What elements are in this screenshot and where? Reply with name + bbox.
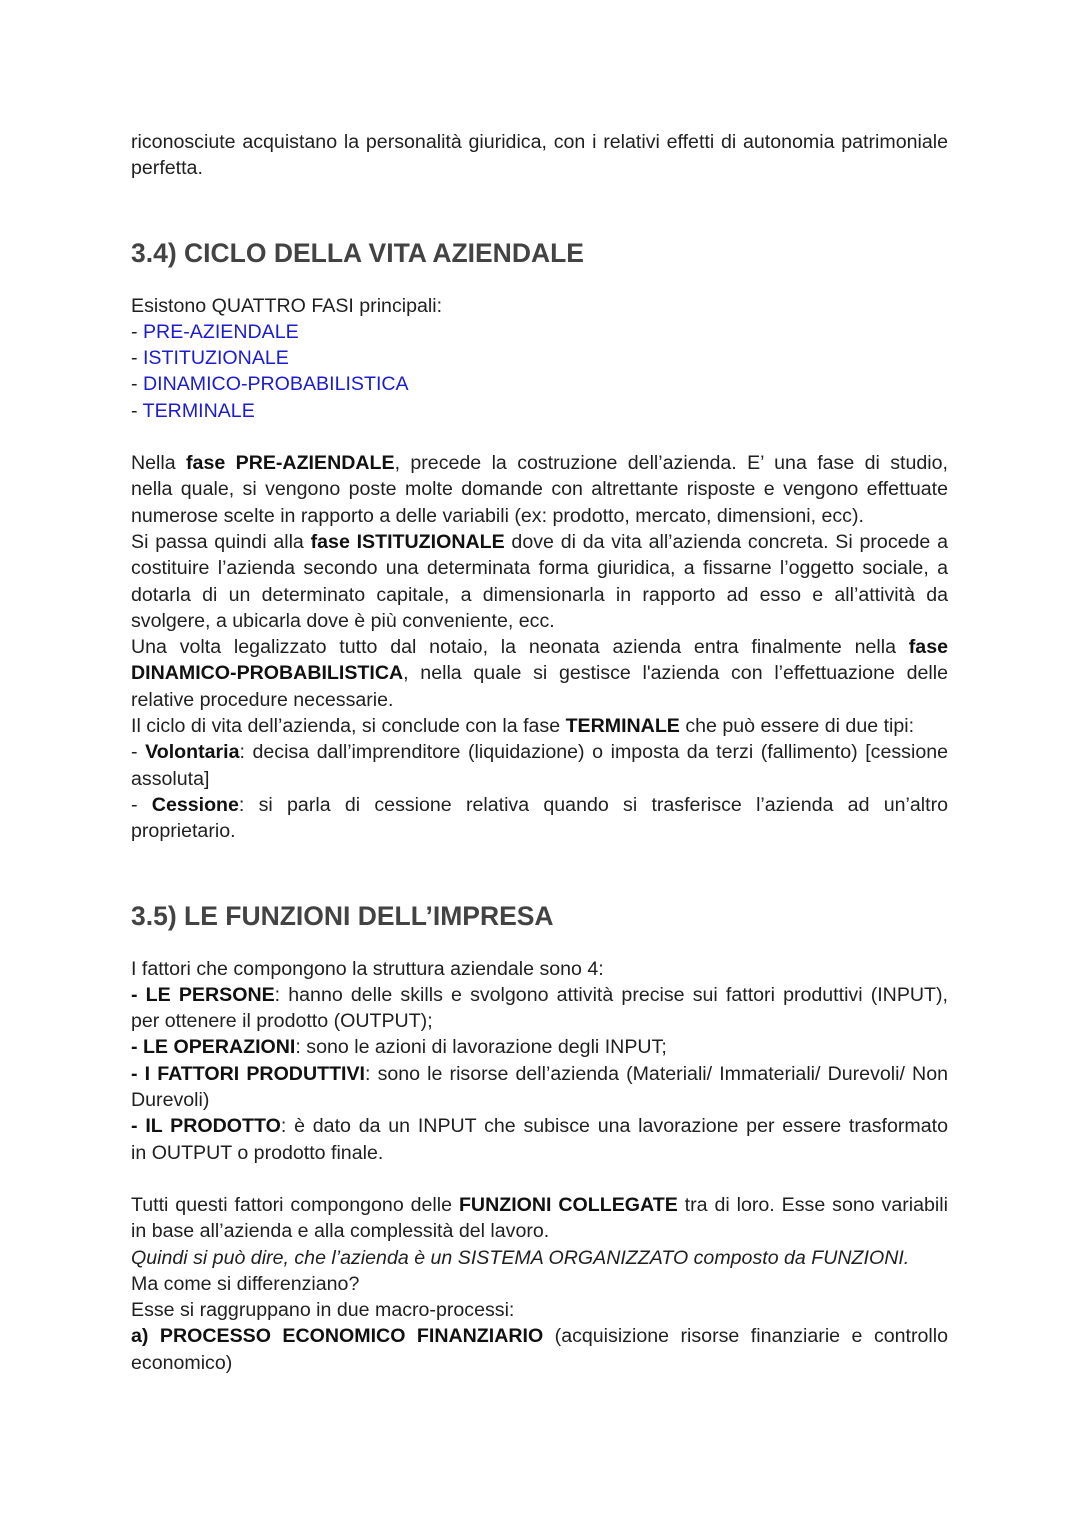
text-line: Ma come si differenziano? (131, 1272, 360, 1295)
text-line: Una volta legalizzato tutto dal notaio, la neonata azienda entra finalmente nella fase (131, 636, 948, 659)
list-item: - TERMINALE (131, 399, 255, 422)
text-line: Si passa quindi alla fase ISTITUZIONALE dove di da vita all’azienda concreta. Si procede a (131, 530, 948, 553)
text-line: svolgere, a ubicarla dove è più conveniente, ecc. (131, 609, 555, 632)
phase-label: DINAMICO-PROBABILISTICA (142, 373, 409, 396)
phases-list (131, 293, 948, 424)
text-line: Esse si raggruppano in due macro-processi: (131, 1299, 515, 1322)
text-line: - IL PRODOTTO: è dato da un INPUT che subisce una lavorazione per essere trasformato (131, 1115, 948, 1138)
list-lead: Esistono QUATTRO FASI principali: (131, 294, 443, 317)
italic-statement: Quindi si può dire, che l’azienda è un SISTEMA ORGANIZZATO composto da FUNZIONI. (131, 1246, 910, 1269)
intro-paragraph (131, 129, 948, 182)
text-line: proprietario. (131, 820, 236, 843)
list-item: - DINAMICO-PROBABILISTICA (131, 373, 409, 396)
text-line: - LE PERSONE: hanno delle skills e svolgono attività precise sui fattori produttivi (INPUT), (131, 983, 948, 1006)
text-line: assoluta] (131, 767, 210, 790)
text-line: - Cessione: si parla di cessione relativa quando si trasferisce l’azienda ad un’altro (131, 793, 948, 816)
section-heading-3-5: 3.5) LE FUNZIONI DELL’IMPRESA (131, 900, 554, 931)
phases-description (131, 450, 948, 844)
text-line: - Volontaria: decisa dall’imprenditore (liquidazione) o imposta da terzi (fallimento) [cessione (131, 741, 949, 764)
text-line: perfetta. (131, 157, 203, 180)
text-line: Il ciclo di vita dell’azienda, si conclude con la fase TERMINALE che può essere di due tipi: (131, 715, 915, 738)
phase-label: TERMINALE (142, 399, 255, 422)
text-line: in OUTPUT o prodotto finale. (131, 1141, 384, 1164)
text-line: economico) (131, 1351, 233, 1374)
text-line: numerose scelte in rapporto a delle variabili (ex: prodotto, mercato, dimensioni, ecc). (131, 504, 864, 527)
phase-label: PRE-AZIENDALE (142, 320, 299, 343)
text-line: riconosciute acquistano la personalità giuridica, con i relativi effetti di autonomia patrimoniale (131, 131, 948, 153)
text-line: nella quale, si vengono poste molte domande con altrettante risposte e vengono effettuate (131, 478, 948, 501)
list-item: - ISTITUZIONALE (131, 347, 289, 370)
text-line: Nella fase PRE-AZIENDALE, precede la costruzione dell’azienda. E’ una fase di studio, (131, 452, 948, 475)
document-page (131, 129, 948, 1376)
text-line: dotarla di un determinato capitale, a dimensionarla in rapporto ad esso e all’attività da (131, 583, 948, 606)
text-line: relative procedure necessarie. (131, 688, 394, 711)
text-line: Tutti questi fattori compongono delle FUNZIONI COLLEGATE tra di loro. Esse sono variabili (131, 1193, 948, 1216)
text-line: costituire l’azienda secondo una determinata forma giuridica, a fissarne l’oggetto sociale, a (131, 557, 948, 580)
text-line: DINAMICO-PROBABILISTICA, nella quale si gestisce l'azienda con l’effettuazione delle (131, 662, 948, 685)
functions-paragraph (131, 1192, 948, 1376)
text-line: - LE OPERAZIONI: sono le azioni di lavorazione degli INPUT; (131, 1036, 667, 1059)
factors-list (131, 956, 948, 1166)
phase-label: ISTITUZIONALE (142, 347, 289, 370)
section-heading-3-4: 3.4) CICLO DELLA VITA AZIENDALE (131, 237, 584, 268)
list-lead: I fattori che compongono la struttura aziendale sono 4: (131, 957, 604, 980)
text-line: per ottenere il prodotto (OUTPUT); (131, 1010, 433, 1033)
text-line: Durevoli) (131, 1089, 210, 1112)
list-item: - PRE-AZIENDALE (131, 320, 299, 343)
text-line: - I FATTORI PRODUTTIVI: sono le risorse dell’azienda (Materiali/ Immateriali/ Durevoli/ Non (131, 1062, 948, 1085)
text-line: a) PROCESSO ECONOMICO FINANZIARIO (acquisizione risorse finanziarie e controllo (131, 1325, 948, 1348)
text-line: in base all’azienda e alla complessità del lavoro. (131, 1220, 550, 1243)
